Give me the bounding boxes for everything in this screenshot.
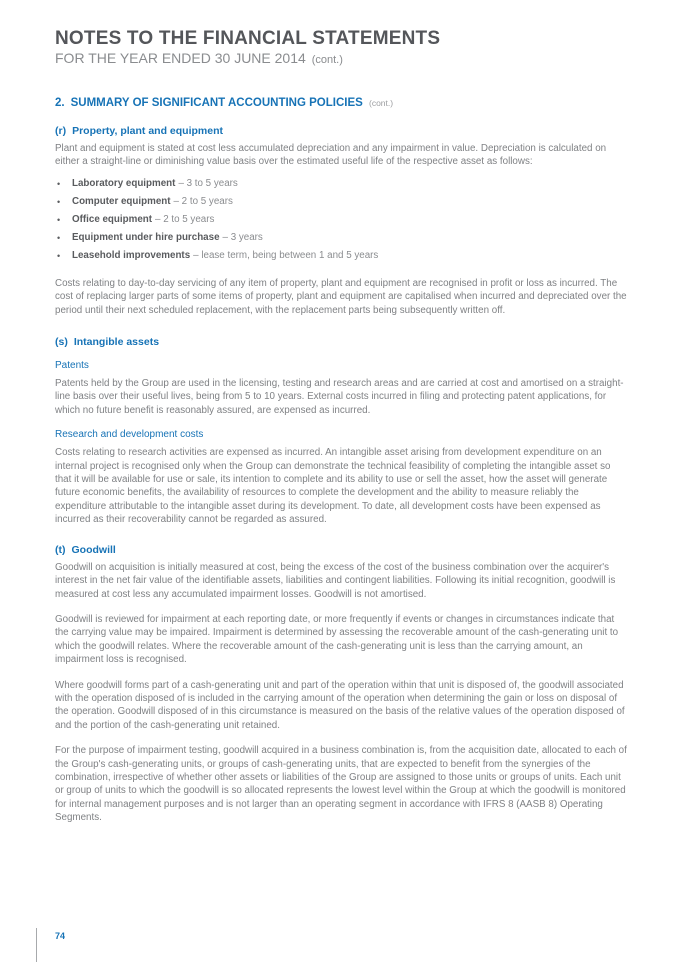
patents-heading: Patents [55,360,89,372]
bullet-desc: – 2 to 5 years [173,195,233,207]
subsection-label: (s) [55,336,68,349]
ppe-paragraph-2: Costs relating to day-to-day servicing of any item of property, plant and equipment are recognised in profit or loss as incurred. The cost of replacing larger parts of some items of property, plant and equipment are capitalised when incurred and depreciated over the period until their next scheduled replacement, with the replacement parts being subsequently written off. [55,277,627,316]
bullet-term: Leasehold improvements [72,249,191,261]
list-item [55,247,628,265]
bullet-term: Office equipment [72,213,153,225]
goodwill-paragraph-2: Goodwill is reviewed for impairment at each reporting date, or more frequently if events or changes in circumstances indicate that the carrying value may be impaired. Impairment is determined by assessing the recoverable amount of the cash-generating unit to which the goodwill relates. Where the recoverable amount of the cash-generating unit is less than the carrying amount, an impairment loss is recognised. [55,613,619,666]
rd-costs-heading: Research and development costs [55,429,204,441]
subsection-heading-intangible [55,336,628,348]
subsection-label: (r) [55,125,67,137]
subsection-heading-goodwill [55,544,628,556]
bullet-icon: • [57,250,61,261]
page-header [55,28,628,69]
list-item [55,229,628,247]
goodwill-paragraph-4: For the purpose of impairment testing, goodwill acquired in a business combination is, from the acquisition date, allocated to each of the Group's cash-generating units, or groups of cash-generating units, that are expected to benefit from the synergies of the combination, irrespective of whether other assets or liabilities of the Group are assigned to those units or groups of units. Each unit or group of units to which the goodwill is so allocated represents the lowest level within the Group at which the goodwill is monitored for internal management purposes and is not larger than an operating segment in accordance with IFRS 8 (AASB 8) Operating Segments. [55,745,627,824]
list-item [55,193,628,211]
bullet-desc: – lease term, being between 1 and 5 years [193,249,379,261]
ppe-paragraph-1: Plant and equipment is stated at cost less accumulated depreciation and any impairment in value. Depreciation is calculated on either a straight-line or diminishing value basis over the estimated useful life of the respective asset as follows: [55,143,607,168]
footer-rule [36,928,37,962]
list-item [55,175,628,193]
depreciation-bullet-list [55,175,628,265]
bullet-term: Computer equipment [72,195,171,207]
list-item [55,211,628,229]
subsection-title: Property, plant and equipment [72,125,223,137]
subtitle-cont-label: (cont.) [311,54,343,66]
bullet-desc: – 3 years [222,231,263,243]
section-cont-label: (cont.) [369,98,394,108]
subsection-title: Goodwill [71,543,116,556]
section-number: 2. [55,97,65,109]
bullet-term: Equipment under hire purchase [72,231,220,243]
rd-costs-paragraph: Costs relating to research activities are expensed as incurred. An intangible asset arising from development expenditure on an internal project is recognised only when the Group can demonstrate the technical feasibility of completing the intangible asset so that it will be available for use or sale, its intention to complete and its ability to use or sell the asset, how the asset will generate future economic benefits, the availability of resources to complete the development and the ability to measure reliably the expenditure attributable to the intangible asset during its development. To date, all development costs have been expensed as incurred as their recoverability cannot be regarded as assured. [55,447,611,526]
bullet-desc: – 3 to 5 years [178,177,238,189]
bullet-icon: • [57,196,61,207]
subsection-title: Intangible assets [73,336,160,349]
subtitle-text: FOR THE YEAR ENDED 30 JUNE 2014 [55,50,306,66]
bullet-term: Laboratory equipment [72,177,176,189]
goodwill-paragraph-1: Goodwill on acquisition is initially measured at cost, being the excess of the cost of the business combination over the acquirer's interest in the net fair value of the identifiable assets, liabilities and contingent liabilities. Following its initial recognition, goodwill is measured at cost less any accumulated impairment losses. Goodwill is not amortised. [55,561,616,600]
section-title: SUMMARY OF SIGNIFICANT ACCOUNTING POLICIES [70,97,363,109]
bullet-icon: • [57,232,61,243]
goodwill-paragraph-3: Where goodwill forms part of a cash-generating unit and part of the operation within that unit is disposed of, the goodwill associated with the operation disposed of is included in the carrying amount of the operation when determining the gain or loss on disposal of the operation. Goodwill disposed of in this circumstance is measured on the basis of the relative values of the operation disposed of and the portion of the cash-generating unit retained. [55,679,625,731]
subsection-heading-ppe [55,125,628,137]
bullet-desc: – 2 to 5 years [155,213,215,225]
page-footer [0,928,680,962]
page-title: NOTES TO THE FINANCIAL STATEMENTS [55,28,441,49]
section-heading [55,97,628,110]
bullet-icon: • [57,178,61,189]
page-subtitle [55,50,628,69]
patents-paragraph: Patents held by the Group are used in the licensing, testing and research areas and are carried at cost and amortised on a straight-line basis over their useful lives, being from 5 to 10 years. External costs incurred in filing and protecting patent applications, for which no future benefit is reasonably assured, are expensed as incurred. [55,378,624,416]
page-number: 74 [55,931,66,941]
bullet-icon: • [57,214,61,225]
subsection-label: (t) [55,543,66,556]
